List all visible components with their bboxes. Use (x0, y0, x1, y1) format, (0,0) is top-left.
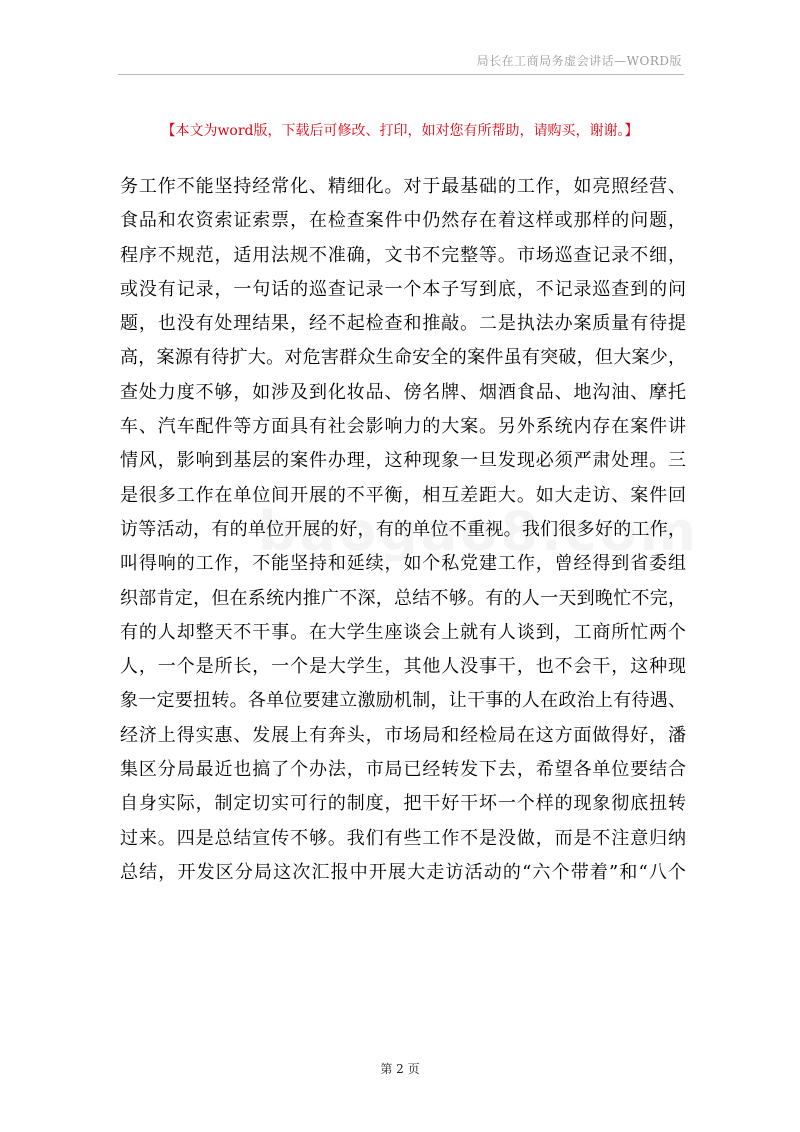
body-line: 情风，影响到基层的案件办理，这种现象一旦发现必须严肃处理。三 (120, 450, 686, 472)
body-line: 过来。四是总结宣传不够。我们有些工作不是没做，而是不注意归纳 (120, 827, 686, 849)
body-line: 自身实际，制定切实可行的制度，把干好干坏一个样的现象彻底扭转 (120, 793, 686, 815)
document-body (120, 170, 686, 890)
body-line: 程序不规范，适用法规不准确，文书不完整等。市场巡查记录不细， (120, 244, 686, 266)
body-line: 叫得响的工作，不能坚持和延续，如个私党建工作，曾经得到省委组 (120, 553, 686, 575)
body-line: 或没有记录，一句话的巡查记录一个本子写到底，不记录巡查到的问 (120, 278, 686, 300)
page-number: 第 2 页 (380, 1062, 420, 1076)
body-line: 务工作不能坚持经常化、精细化。对于最基础的工作，如亮照经营、 (120, 176, 686, 197)
body-line: 象一定要扭转。各单位要建立激励机制，让干事的人在政治上有待遇、 (120, 690, 686, 712)
body-line: 查处力度不够，如涉及到化妆品、傍名牌、烟酒食品、地沟油、摩托 (120, 381, 686, 403)
body-line: 食品和农资索证索票，在检查案件中仍然存在着这样或那样的问题， (120, 210, 686, 232)
body-line: 集区分局最近也搞了个办法，市局已经转发下去，希望各单位要结合 (120, 759, 686, 781)
body-line: 经济上得实惠、发展上有奔头，市场局和经检局在这方面做得好，潘 (120, 724, 686, 746)
body-line: 访等活动，有的单位开展的好，有的单位不重视。我们很多好的工作， (120, 518, 686, 540)
body-line: 人，一个是所长，一个是大学生，其他人没事干，也不会干，这种现 (120, 656, 686, 678)
header-divider (118, 74, 684, 75)
body-line: 织部肯定，但在系统内推广不深，总结不够。有的人一天到晚忙不完， (120, 587, 686, 609)
body-line: 高，案源有待扩大。对危害群众生命安全的案件虽有突破，但大案少， (120, 347, 686, 369)
document-header-title: 局长在工商局务虚会讲话—WORD版 (476, 54, 682, 68)
body-line: 车、汽车配件等方面具有社会影响力的大案。另外系统内存在案件讲 (120, 416, 686, 438)
download-notice: 【本文为word版，下载后可修改、打印，如对您有所帮助，请购买，谢谢。】 (161, 123, 639, 139)
body-line: 题，也没有处理结果，经不起检查和推敲。二是执法办案质量有待提 (120, 313, 686, 335)
body-line: 有的人却整天不干事。在大学生座谈会上就有人谈到，工商所忙两个 (120, 621, 686, 643)
body-line: 总结，开发区分局这次汇报中开展大走访活动的“六个带着”和“八个 (120, 861, 686, 883)
body-line: 是很多工作在单位间开展的不平衡，相互差距大。如大走访、案件回 (120, 484, 686, 506)
